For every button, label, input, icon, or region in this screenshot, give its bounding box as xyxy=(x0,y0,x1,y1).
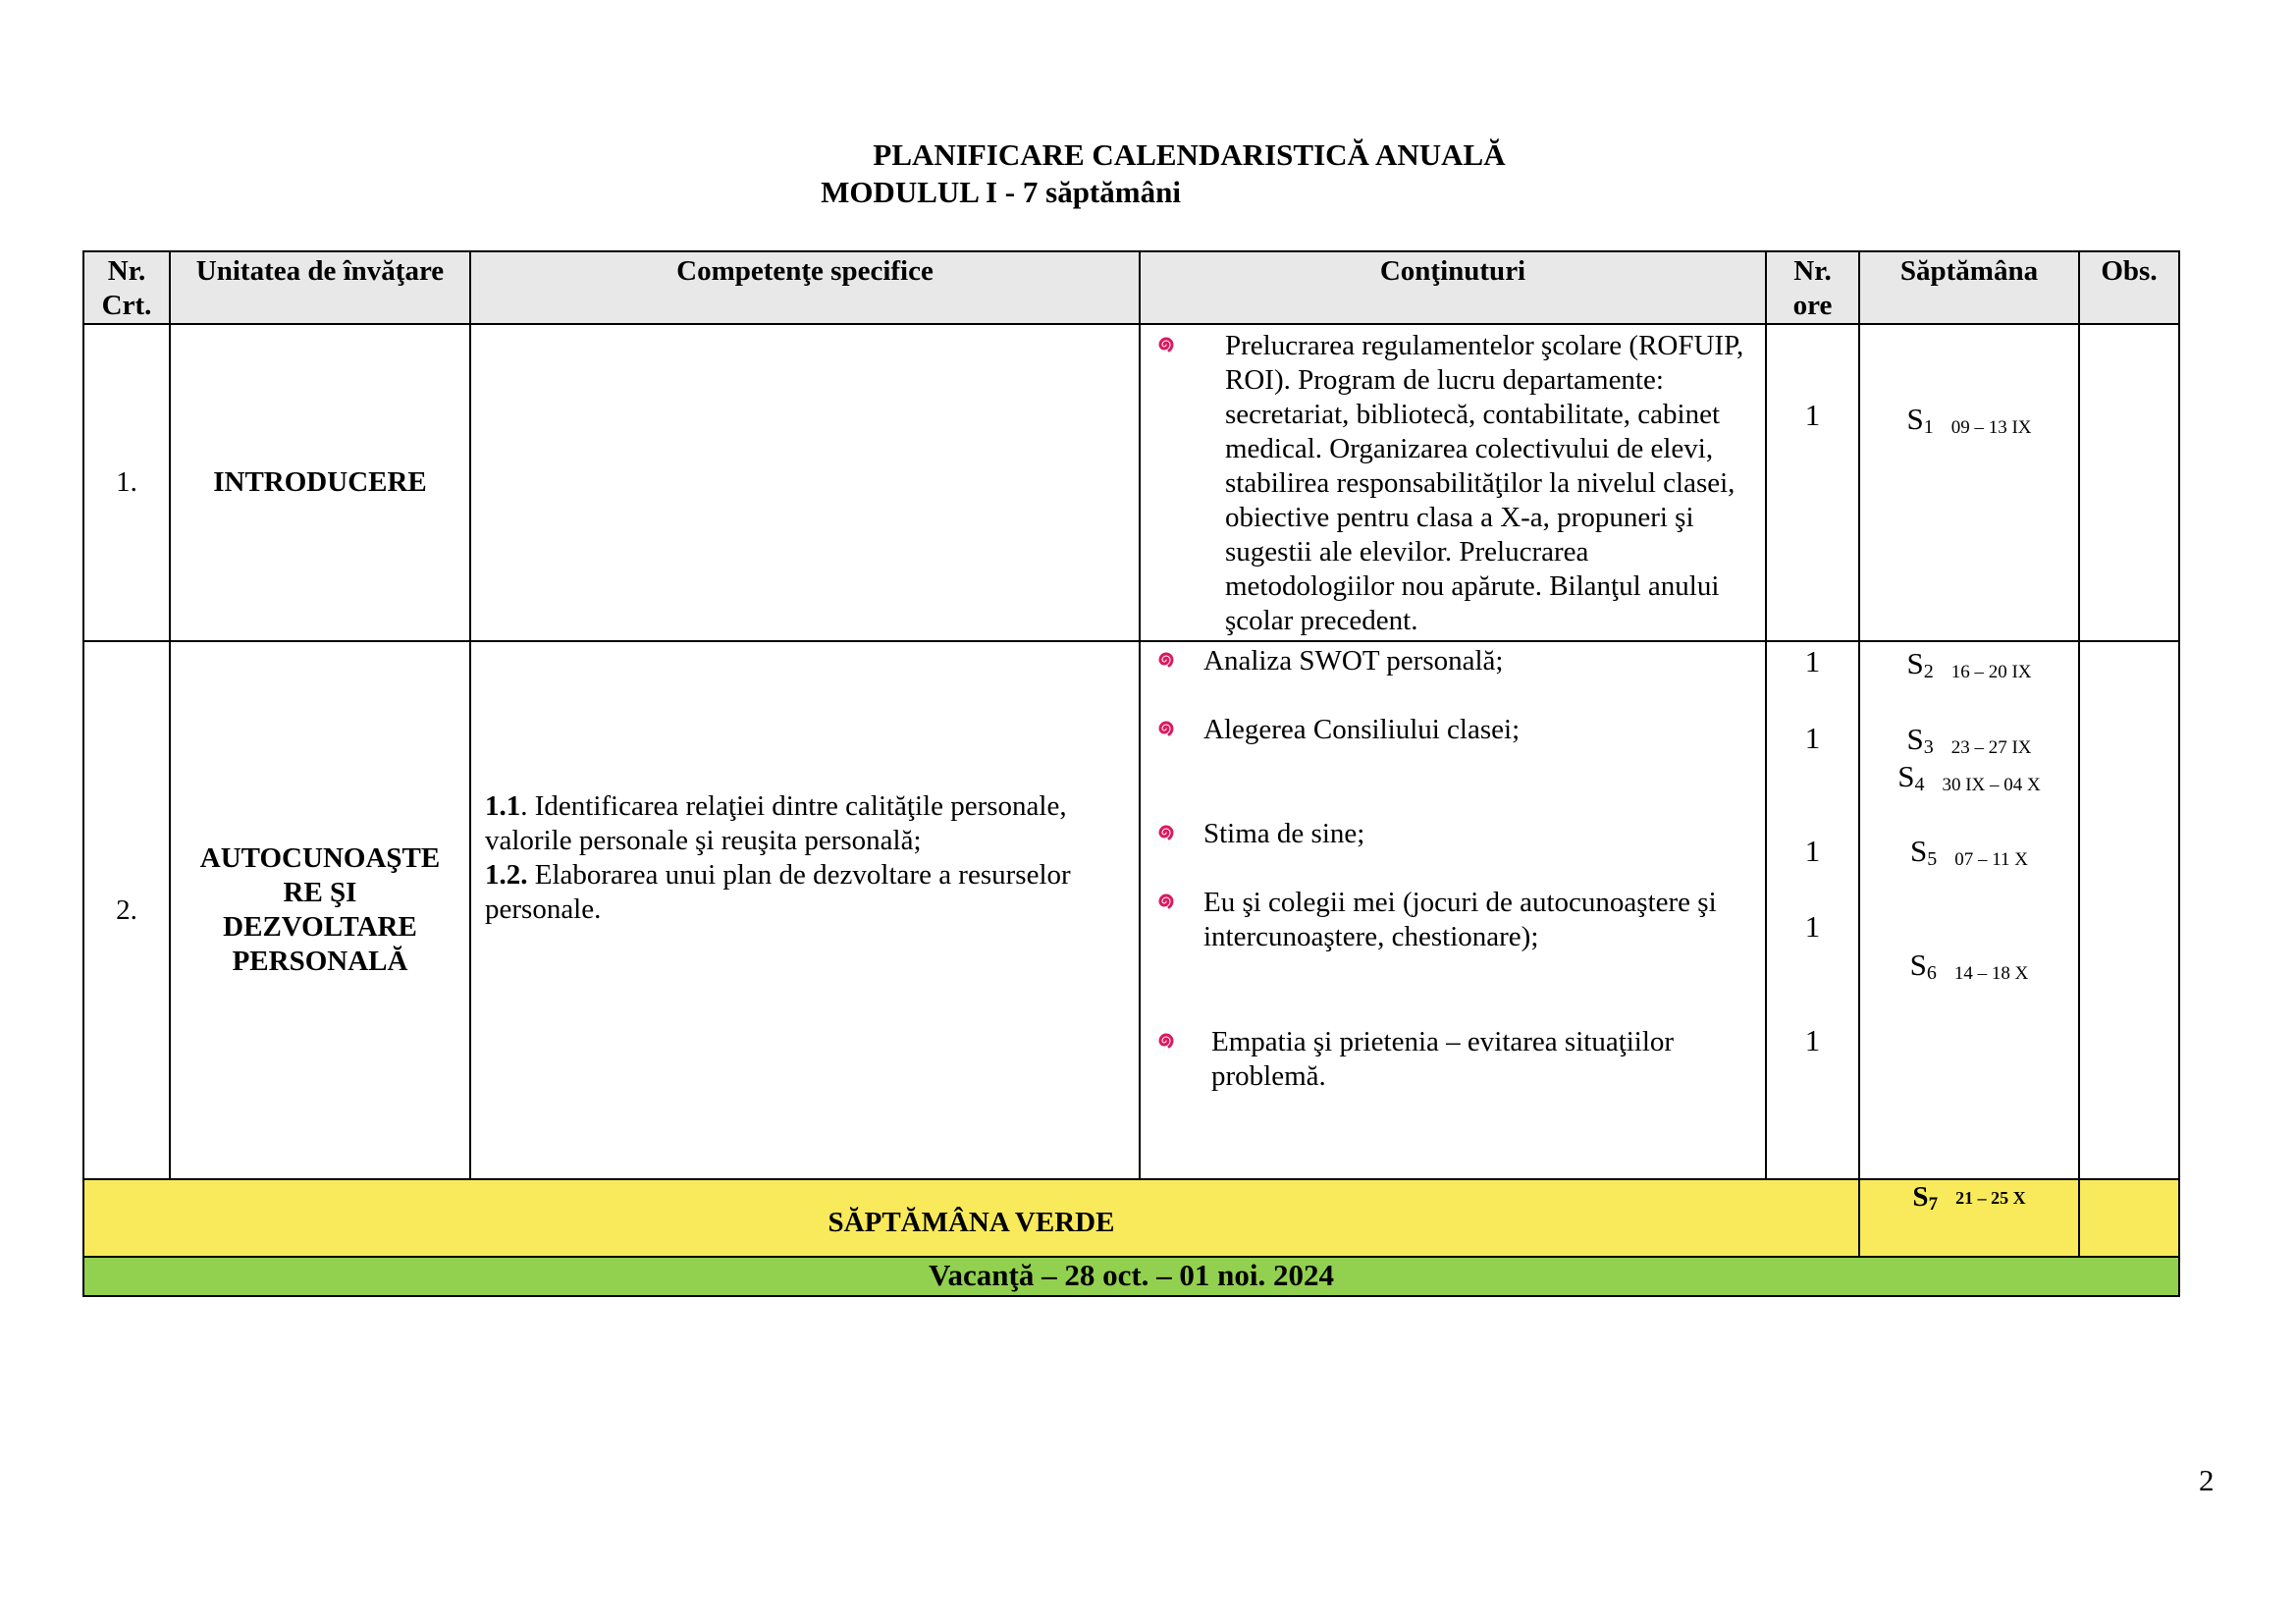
planning-table xyxy=(82,250,2180,1297)
page-number: 2 xyxy=(2199,1463,2215,1497)
row-weeks xyxy=(1859,641,2079,1179)
row-obs xyxy=(2079,324,2179,641)
green-week-row xyxy=(83,1179,2179,1257)
content-item: Alegerea Consiliului clasei; xyxy=(1154,713,1755,747)
spiral-bullet-icon xyxy=(1154,821,1178,844)
spiral-bullet-icon xyxy=(1154,648,1178,672)
col-header-unit: Unitatea de învăţare xyxy=(170,251,470,324)
row-obs xyxy=(2079,641,2179,1179)
row-unit: INTRODUCERE xyxy=(170,324,470,641)
content-item: Stima de sine; xyxy=(1154,817,1755,851)
col-header-nr: Nr. Crt. xyxy=(83,251,170,324)
row-nr: 2. xyxy=(83,641,170,1179)
spiral-bullet-icon xyxy=(1154,890,1178,913)
week-s5: $S_5$ 07 – 11 X xyxy=(1909,834,2029,870)
row-continuturi xyxy=(1140,641,1766,1179)
row-competente xyxy=(470,641,1140,1179)
row-ore: 1 1 1 1 1 xyxy=(1766,641,1859,1179)
page-subtitle: MODULUL I - 7 săptămâni xyxy=(821,175,1181,209)
content-item: Analiza SWOT personală; xyxy=(1154,644,1755,678)
spiral-bullet-icon xyxy=(1154,333,1178,356)
page-title: PLANIFICARE CALENDARISTICĂ ANUALĂ xyxy=(873,137,1506,172)
col-header-ore: Nr. ore xyxy=(1766,251,1859,324)
competence-item: 1.1. Identificarea relaţiei dintre calităţile personale, valorile personale şi reuşita personală; xyxy=(485,790,1067,856)
week-s2: $S_2$ 16 – 20 IX xyxy=(1906,646,2032,682)
week-s6: $S_6$ 14 – 18 X xyxy=(1909,947,2029,984)
col-header-week: Săptămâna xyxy=(1859,251,2079,324)
week-s4: $S_4$ 30 IX – 04 X xyxy=(1897,759,2041,795)
col-header-continuturi: Conţinuturi xyxy=(1140,251,1766,324)
row-ore: 1 xyxy=(1766,324,1859,641)
week-s3: $S_3$ 23 – 27 IX xyxy=(1906,722,2032,758)
table-header-row xyxy=(83,251,2179,324)
col-header-competente: Competenţe specifice xyxy=(470,251,1140,324)
vacation-row xyxy=(83,1257,2179,1296)
vacation-label: Vacanţă – 28 oct. – 01 noi. 2024 xyxy=(83,1257,2179,1296)
green-week-obs xyxy=(2079,1179,2179,1257)
row-competente xyxy=(470,324,1140,641)
col-header-obs: Obs. xyxy=(2079,251,2179,324)
row-weeks xyxy=(1859,324,2079,641)
competence-item: 1.2. Elaborarea unui plan de dezvoltare a resurselor personale. xyxy=(485,859,1071,925)
table-row xyxy=(83,324,2179,641)
spiral-bullet-icon xyxy=(1154,1029,1178,1053)
week-s7: $S_7$ 21 – 25 X xyxy=(1859,1179,2079,1257)
content-item: Eu şi colegii mei (jocuri de autocunoaştere şi intercunoaştere, chestionare); xyxy=(1154,886,1755,954)
spiral-bullet-icon xyxy=(1154,717,1178,740)
row-unit: AUTOCUNOAŞTE RE ŞI DEZVOLTARE PERSONALĂ xyxy=(170,641,470,1179)
green-week-label: SĂPTĂMÂNA VERDE xyxy=(83,1179,1859,1257)
table-row xyxy=(83,641,2179,1179)
row-nr: 1. xyxy=(83,324,170,641)
week-s1: $S_1$ 09 – 13 IX xyxy=(1906,402,2032,438)
row-continuturi xyxy=(1140,324,1766,641)
content-item: Empatia şi prietenia – evitarea situaţiilor problemă. xyxy=(1154,1025,1755,1094)
content-item: Prelucrarea regulamentelor şcolare (ROFUIP, ROI). Program de lucru departamente: secretariat, bibliotecă, contabilitate, cabinet medical. Organizarea colectivului de elevi, stabilirea responsabilităţilor la nivelul clasei, obiective pentru clasa a X-a, propuneri şi sugestii ale elevilor. Prelucrarea metodologiilor nou apărute. Bilanţul anului şcolar precedent. xyxy=(1154,329,1755,638)
